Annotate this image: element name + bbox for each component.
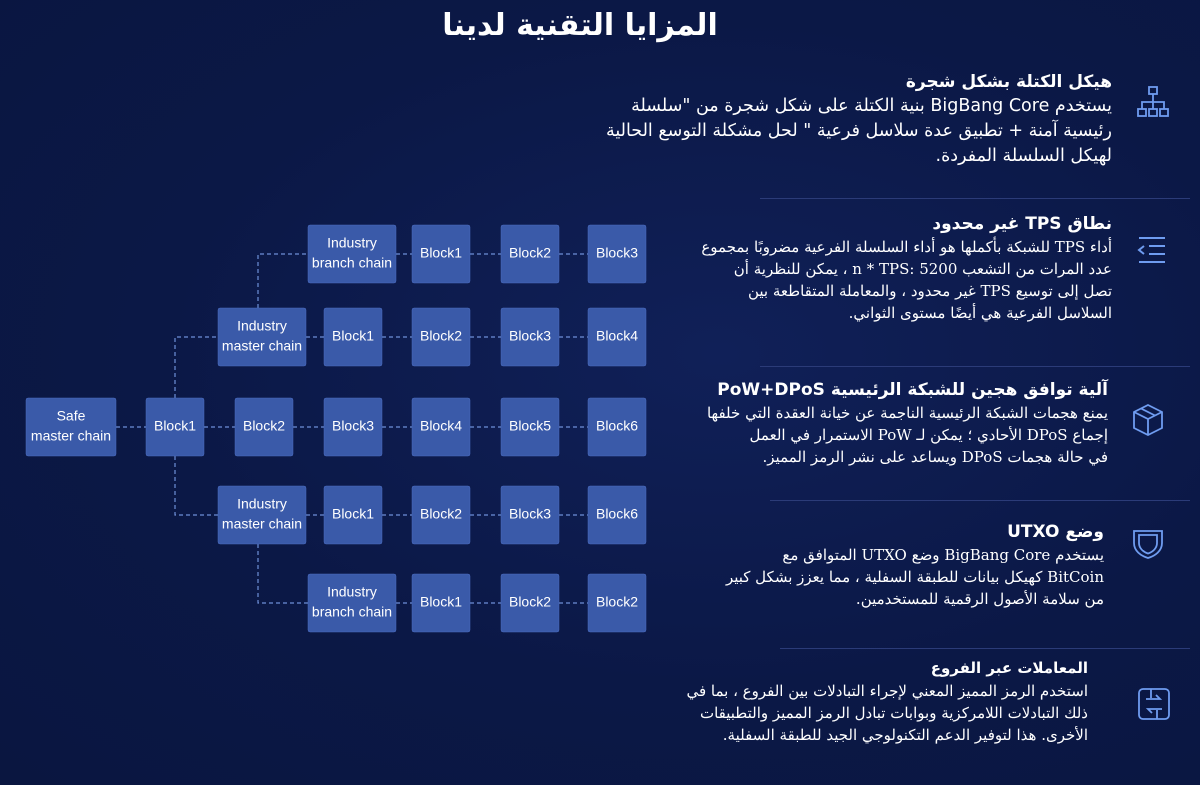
connector-line	[258, 544, 308, 603]
node-label: master chain	[221, 515, 303, 532]
node-label: Block2	[242, 417, 286, 434]
node-label: Block2	[419, 327, 463, 344]
indent-list-icon	[1133, 232, 1169, 268]
feature-tree-structure	[552, 70, 1112, 169]
feature-line: استخدم الرمز المميز المعني لإجراء التبادلات بين الفروع ، بما في	[686, 682, 1088, 700]
node-label: branch chain	[311, 254, 393, 271]
node-im1-b3	[501, 308, 559, 366]
node-label: Block1	[153, 417, 197, 434]
feature-divider	[780, 648, 1190, 649]
feature-hybrid-consensus	[638, 378, 1108, 468]
feature-divider	[770, 500, 1190, 501]
node-label: Block3	[508, 327, 552, 344]
feature-line: يستخدم BigBang Core وضع UTXO المتوافق مع	[782, 546, 1104, 564]
exchange-icon	[1136, 686, 1172, 722]
node-label: Block2	[595, 593, 639, 610]
feature-line: ذلك التبادلات اللامركزية وبوابات تبادل الرمز المميز والتطبيقات	[699, 704, 1088, 722]
node-im2-b2	[412, 486, 470, 544]
connector-line	[175, 456, 218, 515]
node-label: master chain	[221, 337, 303, 354]
hierarchy-icon	[1135, 84, 1171, 120]
node-m-block1	[146, 398, 204, 456]
feature-line: يستخدم BigBang Core بنية الكتلة على شكل شجرة من "سلسلة	[631, 96, 1112, 116]
node-label: Safe	[56, 407, 86, 424]
node-label: Block2	[419, 505, 463, 522]
node-ib1-b1	[412, 225, 470, 283]
feature-line: تصل إلى توسيع TPS غير محدود ، والمعاملة المتقاطعة بين	[747, 282, 1112, 300]
node-im1-b1	[324, 308, 382, 366]
feature-line: السلاسل الفرعية هي أيضًا مستوى الثواني.	[848, 304, 1112, 322]
node-im2-b3	[501, 486, 559, 544]
node-label: Industry	[237, 317, 287, 334]
node-label: Industry	[237, 495, 287, 512]
feature-line: لهيكل السلسلة المفردة.	[935, 146, 1112, 166]
feature-line: إجماع DPoS الأحادي ؛ يمكن لـ PoW الاستمرار في العمل	[749, 426, 1108, 444]
node-safe-master	[26, 398, 116, 456]
node-label: Block3	[595, 244, 639, 261]
node-ib2-b2	[501, 574, 559, 632]
node-im1-b4	[588, 308, 646, 366]
node-m-block3	[324, 398, 382, 456]
node-label: Industry	[327, 234, 377, 251]
feature-title: المعاملات عبر الفروع	[930, 659, 1088, 677]
feature-line: في حالة هجمات DPoS ويساعد على نشر الرمز المميز.	[762, 448, 1108, 466]
node-label: Block3	[331, 417, 375, 434]
node-ib2	[308, 574, 396, 632]
feature-line: من سلامة الأصول الرقمية للمستخدمين.	[855, 590, 1104, 608]
feature-line: BitCoin كهيكل بيانات للطبقة السفلية ، مما يعزز بشكل كبير	[725, 568, 1104, 586]
feature-line: رئيسية آمنة + تطبيق عدة سلاسل فرعية " لحل مشكلة التوسع الحالية	[605, 121, 1112, 141]
feature-line: عدد المرات من التشعب n * TPS: 5200 ، يمكن للنظرية أن	[733, 260, 1112, 278]
node-m-block4	[412, 398, 470, 456]
diagram-nodes	[26, 225, 646, 632]
node-label: master chain	[30, 427, 112, 444]
node-label: Block3	[508, 505, 552, 522]
feature-title: آلية توافق هجين للشبكة الرئيسية PoW+DPoS	[717, 380, 1108, 400]
node-ib1-b2	[501, 225, 559, 283]
feature-line: أداء TPS للشبكة بأكملها هو أداء السلسلة الفرعية مضروبًا بمجموع	[701, 238, 1112, 256]
node-label: Block4	[595, 327, 639, 344]
node-label: Industry	[327, 583, 377, 600]
node-ib1	[308, 225, 396, 283]
node-ib2-b1	[412, 574, 470, 632]
cube-icon	[1130, 402, 1166, 438]
node-ib2-b2b	[588, 574, 646, 632]
feature-cross-branch-transactions	[628, 656, 1088, 746]
feature-line: الأخرى. هذا لتوفير الدعم التكنولوجي الجيد للطبقة السفلية.	[722, 726, 1088, 744]
connector-line	[258, 254, 308, 308]
connector-line	[175, 337, 218, 398]
node-m-block2	[235, 398, 293, 456]
feature-title: وضع UTXO	[1007, 522, 1104, 542]
node-im2	[218, 486, 306, 544]
node-label: Block5	[508, 417, 552, 434]
node-label: Block4	[419, 417, 463, 434]
node-label: Block2	[508, 244, 552, 261]
node-im1-b2	[412, 308, 470, 366]
node-im2-b1	[324, 486, 382, 544]
node-label: Block1	[419, 593, 463, 610]
node-im2-b6	[588, 486, 646, 544]
feature-title: نطاق TPS غير محدود	[932, 214, 1112, 234]
feature-utxo-mode	[654, 520, 1104, 610]
node-label: Block6	[595, 417, 639, 434]
feature-unlimited-tps	[642, 212, 1112, 324]
node-label: branch chain	[311, 603, 393, 620]
node-label: Block6	[595, 505, 639, 522]
node-label: Block1	[419, 244, 463, 261]
shield-icon	[1130, 525, 1166, 561]
node-label: Block1	[331, 327, 375, 344]
page-title: المزايا التقنية لدينا	[442, 8, 718, 43]
feature-divider	[760, 198, 1190, 199]
node-label: Block1	[331, 505, 375, 522]
node-label: Block2	[508, 593, 552, 610]
node-im1	[218, 308, 306, 366]
node-m-block5	[501, 398, 559, 456]
feature-title: هيكل الكتلة بشكل شجرة	[905, 72, 1112, 92]
feature-divider	[760, 366, 1190, 367]
feature-line: يمنع هجمات الشبكة الرئيسية الناجمة عن خيانة العقدة التي خلفها	[706, 404, 1108, 422]
node-ib1-b3	[588, 225, 646, 283]
